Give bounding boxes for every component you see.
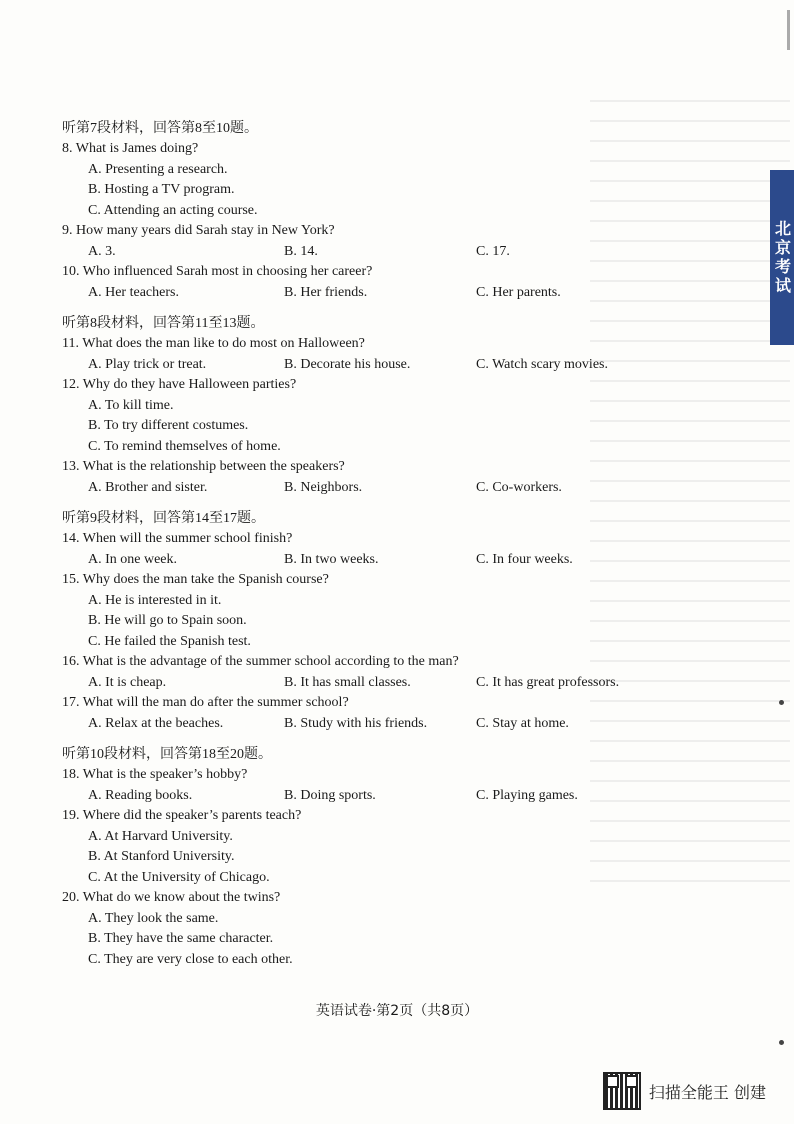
answer-option: C. At the University of Chicago. (88, 869, 270, 885)
answer-options (62, 909, 662, 971)
question-item (62, 888, 662, 970)
answer-option: A. They look the same. (88, 910, 219, 926)
answer-option: C. Stay at home. (476, 715, 569, 731)
answer-option: A. At Harvard University. (88, 828, 233, 844)
question-stem: 11. What does the man like to do most on Halloween? (62, 336, 365, 351)
question-list (62, 119, 662, 970)
answer-option: B. Doing sports. (284, 787, 376, 803)
question-stem: 17. What will the man do after the summer school? (62, 695, 349, 710)
edge-tab-logo (770, 170, 794, 345)
answer-options (62, 714, 662, 735)
question-stem: 18. What is the speaker’s hobby? (62, 767, 248, 782)
answer-option: B. To try different costumes. (88, 418, 249, 433)
question-stem: 10. Who influenced Sarah most in choosing her career? (62, 264, 373, 279)
answer-option: C. It has great professors. (476, 674, 620, 690)
question-stem: 19. Where did the speaker’s parents teach? (62, 808, 302, 823)
question-item (62, 221, 662, 262)
answer-options (62, 550, 662, 571)
answer-option: A. To kill time. (88, 397, 174, 413)
answer-options (62, 478, 662, 499)
answer-options (62, 396, 662, 458)
scan-edge-mark (787, 10, 790, 50)
section-gap (62, 734, 662, 745)
answer-option: A. Presenting a research. (88, 161, 228, 177)
watermark-text: 扫描全能王 创建 (648, 1082, 766, 1102)
answer-option: A. It is cheap. (88, 674, 167, 690)
question-stem: 9. How many years did Sarah stay in New York? (62, 223, 335, 238)
question-stem: 20. What do we know about the twins? (62, 890, 281, 905)
answer-option: A. 3. (88, 243, 116, 259)
answer-option: B. Hosting a TV program. (88, 182, 235, 197)
section-header: 听第8段材料，回答第11至13题。 (62, 316, 265, 331)
answer-option: B. It has small classes. (284, 674, 411, 690)
answer-option: C. Co-workers. (476, 479, 562, 495)
answer-option: B. In two weeks. (284, 551, 379, 567)
question-item (62, 693, 662, 734)
question-item (62, 375, 662, 457)
question-stem: 16. What is the advantage of the summer school according to the man? (62, 654, 459, 669)
answer-option: B. They have the same character. (88, 931, 274, 946)
answer-options (62, 355, 662, 376)
section-gap (62, 303, 662, 314)
answer-option: C. Her parents. (476, 284, 561, 300)
question-stem: 8. What is James doing? (62, 141, 199, 156)
answer-options (62, 160, 662, 222)
answer-option: C. In four weeks. (476, 551, 573, 567)
answer-option: A. He is interested in it. (88, 592, 222, 608)
question-item (62, 806, 662, 888)
answer-option: B. He will go to Spain soon. (88, 613, 247, 628)
answer-options (62, 827, 662, 889)
answer-option: B. Study with his friends. (284, 715, 428, 731)
answer-options (62, 673, 662, 694)
section-header: 听第10段材料，回答第18至20题。 (62, 747, 272, 762)
section-header: 听第9段材料，回答第14至17题。 (62, 511, 265, 526)
answer-option: B. Neighbors. (284, 479, 363, 495)
section-gap (62, 498, 662, 509)
answer-options (62, 283, 662, 304)
binding-hole (779, 1040, 784, 1045)
answer-options (62, 242, 662, 263)
edge-tab-text: 北京考试 (772, 219, 792, 296)
question-item (62, 529, 662, 570)
question-item (62, 139, 662, 221)
answer-option: A. Play trick or treat. (88, 356, 207, 372)
question-stem: 13. What is the relationship between the speakers? (62, 459, 345, 474)
answer-option: B. At Stanford University. (88, 849, 235, 864)
answer-option: B. Her friends. (284, 284, 368, 300)
answer-option: A. Her teachers. (88, 284, 179, 300)
binding-hole (779, 700, 784, 705)
section-header: 听第7段材料，回答第8至10题。 (62, 121, 258, 136)
answer-option: A. Reading books. (88, 787, 193, 803)
answer-option: C. Watch scary movies. (476, 356, 608, 372)
answer-option: A. Relax at the beaches. (88, 715, 224, 731)
answer-option: B. Decorate his house. (284, 356, 411, 372)
answer-option: C. He failed the Spanish test. (88, 633, 251, 649)
question-item (62, 457, 662, 498)
question-item (62, 570, 662, 652)
scanner-watermark (603, 1072, 766, 1110)
answer-option: B. 14. (284, 243, 318, 259)
question-item (62, 652, 662, 693)
answer-option: C. Playing games. (476, 787, 578, 803)
question-item (62, 262, 662, 303)
qr-code-icon (603, 1072, 641, 1110)
question-item (62, 765, 662, 806)
question-stem: 12. Why do they have Halloween parties? (62, 377, 297, 392)
question-stem: 15. Why does the man take the Spanish course? (62, 572, 329, 587)
answer-options (62, 786, 662, 807)
answer-option: C. 17. (476, 243, 510, 259)
answer-option: C. They are very close to each other. (88, 951, 293, 967)
answer-option: A. In one week. (88, 551, 178, 567)
answer-option: C. To remind themselves of home. (88, 438, 281, 454)
page-footer: 英语试卷·第2页（共8页） (315, 1003, 479, 1019)
question-stem: 14. When will the summer school finish? (62, 531, 293, 546)
answer-options (62, 591, 662, 653)
answer-option: C. Attending an acting course. (88, 202, 258, 218)
answer-option: A. Brother and sister. (88, 479, 208, 495)
question-item (62, 334, 662, 375)
